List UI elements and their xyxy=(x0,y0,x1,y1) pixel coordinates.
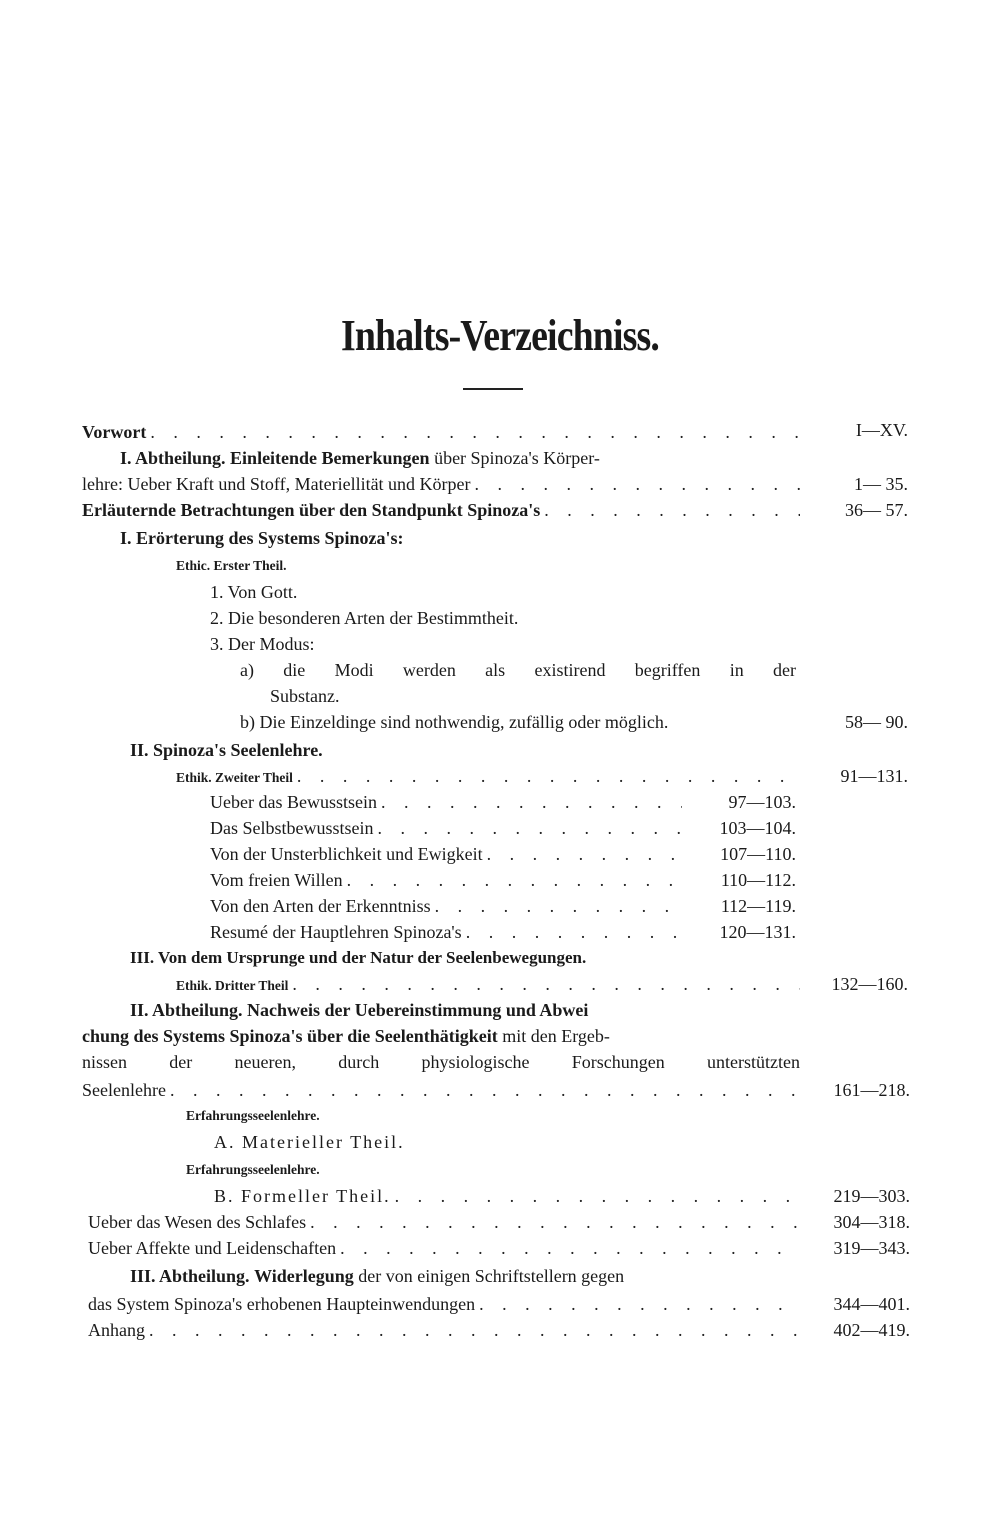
leader-dots xyxy=(381,790,682,814)
toc-entry-abtheilung-3-cont xyxy=(88,1292,804,1316)
leader-dots xyxy=(466,920,682,944)
toc-entry-materieller: A. Materieller Theil. xyxy=(214,1132,405,1152)
toc-entry-formeller xyxy=(214,1184,804,1208)
toc-entry-ursprung: III. Von dem Ursprunge und der Natur der Seelenbewegungen. xyxy=(130,948,587,967)
leader-dots xyxy=(435,894,682,918)
toc-page: 304—318. xyxy=(833,1212,910,1232)
leader-dots xyxy=(149,1318,800,1342)
toc-label: Ueber Affekte und Leidenschaften xyxy=(88,1238,337,1258)
toc-label: Vorwort xyxy=(82,422,147,442)
toc-label: B. Formeller Theil. xyxy=(214,1186,391,1206)
toc-page: 120—131. xyxy=(719,922,796,942)
toc-entry-abtheilung-2 xyxy=(130,998,802,1022)
leader-dots xyxy=(292,972,800,996)
toc-entry-vorwort xyxy=(82,420,804,444)
section-head: II. Abtheilung. xyxy=(130,1000,243,1020)
toc-entry-sub xyxy=(210,894,686,918)
toc-page: I—XV. xyxy=(855,420,908,440)
leader-dots xyxy=(310,1210,800,1234)
leader-dots xyxy=(544,498,800,522)
toc-page: 344—401. xyxy=(833,1294,910,1314)
toc-page: 402—419. xyxy=(833,1320,910,1340)
toc-page: 161—218. xyxy=(833,1080,910,1100)
leader-dots xyxy=(395,1184,800,1208)
section-title: Nachweis der Uebereinstimmung und Abwei xyxy=(247,1000,589,1020)
toc-page: 219—303. xyxy=(833,1186,910,1206)
toc-page: 58— 90. xyxy=(845,712,908,732)
toc-label: Vom freien Willen xyxy=(210,870,343,890)
toc-label: Erläuternde Betrachtungen über den Standpunkt Spinoza's xyxy=(82,500,541,520)
page-title: Inhalts-Verzeichniss. xyxy=(341,311,659,360)
toc-entry-affekte xyxy=(88,1236,804,1260)
toc-page: 91—131. xyxy=(840,766,908,786)
leader-dots xyxy=(475,472,800,496)
toc-entry-schlaf xyxy=(88,1210,804,1234)
toc-label: Ueber das Bewusstsein xyxy=(210,792,377,812)
toc-page: 110—112. xyxy=(720,870,796,890)
toc-entry-ethic-1: Ethic. Erster Theil. xyxy=(176,558,287,573)
toc-entry-ethik-3 xyxy=(176,972,804,996)
toc-entry-modus: 3. Der Modus: xyxy=(210,634,315,654)
toc-entry-sub xyxy=(210,790,686,814)
toc-entry-anhang xyxy=(88,1318,804,1342)
leader-dots xyxy=(378,816,683,840)
toc-entry-modi-b: b) Die Einzeldinge sind nothwendig, zufällig oder möglich. xyxy=(240,712,669,732)
toc-label: Anhang xyxy=(88,1320,145,1340)
toc-label: Resumé der Hauptlehren Spinoza's xyxy=(210,922,462,942)
toc-entry-abtheilung-2-cont xyxy=(82,1024,802,1048)
toc-page: 103—104. xyxy=(719,818,796,838)
section-text: mit den Ergeb- xyxy=(502,1026,610,1046)
toc-entry-abtheilung-1 xyxy=(120,446,800,470)
leader-dots xyxy=(487,842,682,866)
toc-label: Von den Arten der Erkenntniss xyxy=(210,896,431,916)
toc-entry-abtheilung-2-end xyxy=(82,1078,804,1102)
leader-dots xyxy=(340,1236,800,1260)
section-head: I. Abtheilung. xyxy=(120,448,226,468)
toc-entry-gott: 1. Von Gott. xyxy=(210,582,298,602)
toc-entry-sub xyxy=(210,842,686,866)
toc-entry-seelenlehre: II. Spinoza's Seelenlehre. xyxy=(130,740,323,760)
leader-dots xyxy=(297,764,800,788)
toc-label: das System Spinoza's erhobenen Haupteinwendungen xyxy=(88,1294,476,1314)
toc-label: Ethik. Dritter Theil xyxy=(176,978,289,993)
leader-dots xyxy=(150,420,800,444)
toc-entry-abtheilung-3 xyxy=(130,1264,802,1288)
toc-label: Ethik. Zweiter Theil xyxy=(176,770,293,785)
section-text: der von einigen Schriftstellern gegen xyxy=(358,1266,625,1286)
section-title: Widerlegung xyxy=(254,1266,354,1286)
toc-page: 319—343. xyxy=(833,1238,910,1258)
toc-page: 97—103. xyxy=(728,792,796,812)
toc-page: 112—119. xyxy=(720,896,796,916)
toc-entry-abtheilung-2-cont: nissen der neueren, durch physiologische Forschungen unterstützten xyxy=(82,1052,800,1072)
toc-entry-erlaeuternde xyxy=(82,498,804,522)
toc-entry-modi-a: a) die Modi werden als existirend begriffen in der xyxy=(240,660,796,680)
section-head: III. Abtheilung. xyxy=(130,1266,250,1286)
toc-entry-erfahrung-2: Erfahrungsseelenlehre. xyxy=(186,1162,320,1177)
toc-page: 1— 35. xyxy=(854,474,908,494)
toc-page: 107—110. xyxy=(720,844,796,864)
toc-entry-sub xyxy=(210,816,686,840)
toc-entry-arten: 2. Die besonderen Arten der Bestimmtheit. xyxy=(210,608,519,628)
leader-dots xyxy=(347,868,682,892)
leader-dots xyxy=(479,1292,800,1316)
toc-label: Ueber das Wesen des Schlafes xyxy=(88,1212,307,1232)
toc-page: 36— 57. xyxy=(845,500,908,520)
toc-entry-ethik-2 xyxy=(176,764,804,788)
toc-entry-erfahrung-1: Erfahrungsseelenlehre. xyxy=(186,1108,320,1123)
section-title: chung des Systems Spinoza's über die Seelenthätigkeit xyxy=(82,1026,498,1046)
section-title: Einleitende Bemerkungen xyxy=(230,448,430,468)
toc-entry-abtheilung-1-cont xyxy=(82,472,804,496)
leader-dots xyxy=(170,1078,800,1102)
section-text: über Spinoza's Körper- xyxy=(434,448,600,468)
toc-label: Seelenlehre xyxy=(82,1080,166,1100)
toc-label: Von der Unsterblichkeit und Ewigkeit xyxy=(210,844,483,864)
toc-label: lehre: Ueber Kraft und Stoff, Materiellität und Körper xyxy=(82,474,471,494)
toc-entry-sub xyxy=(210,868,686,892)
toc-label: Das Selbstbewusstsein xyxy=(210,818,374,838)
toc-entry-modi-a-cont: Substanz. xyxy=(270,686,340,706)
toc-page: 132—160. xyxy=(831,974,908,994)
toc-entry-eroerterung: I. Erörterung des Systems Spinoza's: xyxy=(120,528,404,548)
toc-entry-sub xyxy=(210,920,686,944)
